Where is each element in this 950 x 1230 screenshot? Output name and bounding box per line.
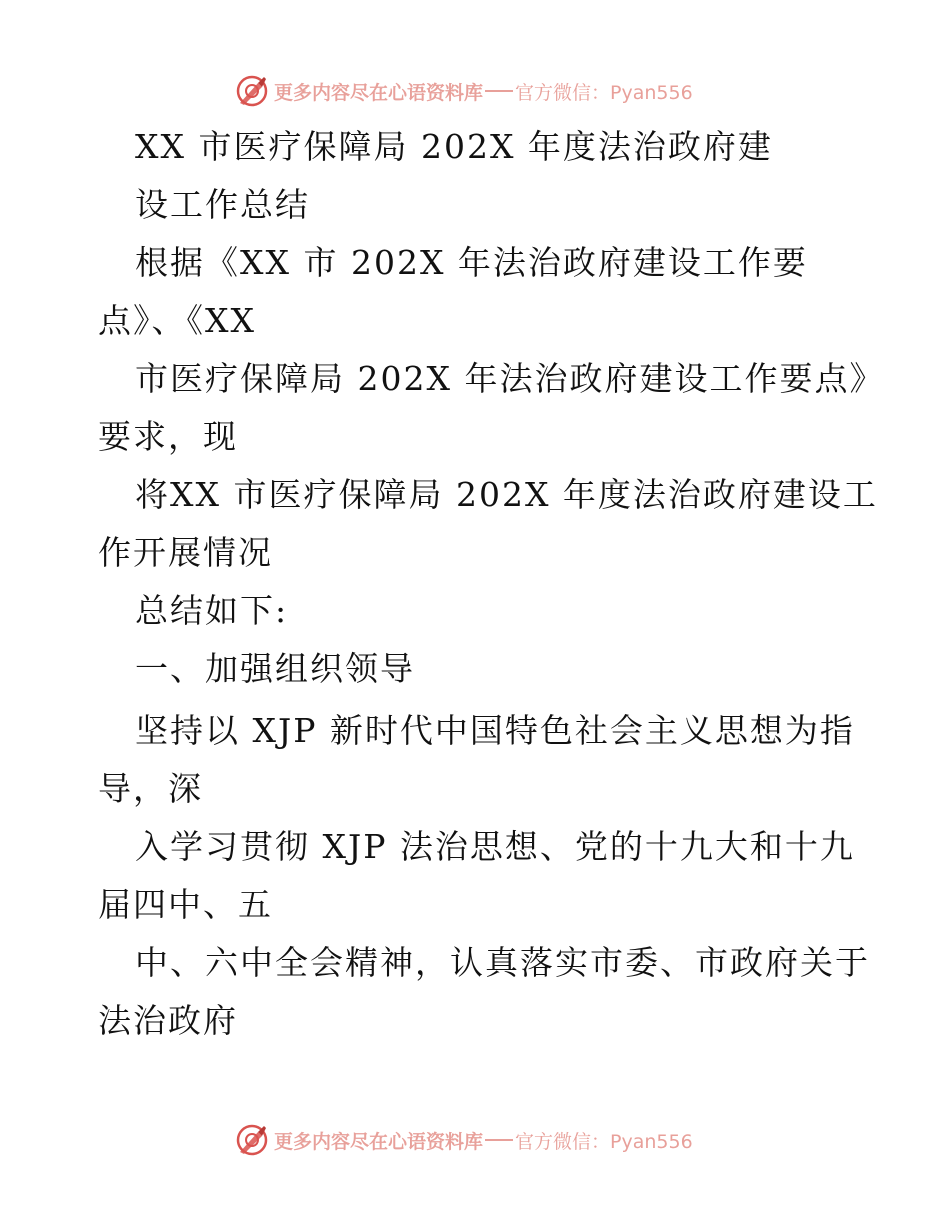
header-watermark-banner: [234, 71, 693, 111]
text-line: 将XX 市医疗保障局 202X 年度法治政府建设工: [135, 475, 878, 514]
watermark-dash: [485, 1139, 513, 1141]
watermark-wechat: 官方微信：Pyan556: [515, 1130, 693, 1153]
text-line: XX 市医疗保障局 202X 年度法治政府建: [135, 127, 773, 166]
fountain-pen-seal-icon: [234, 1122, 270, 1158]
text-line: 市医疗保障局 202X 年法治政府建设工作要点》: [135, 359, 885, 398]
section-heading: 一、加强组织领导: [135, 649, 415, 688]
text-line: 届四中、五: [98, 885, 273, 924]
text-line: 坚持以 XJP 新时代中国特色社会主义思想为指: [135, 711, 855, 750]
text-line: 作开展情况: [98, 533, 273, 572]
watermark-dash: [485, 90, 513, 92]
text-line: 导，深: [98, 769, 203, 808]
text-line: 根据《XX 市 202X 年法治政府建设工作要: [135, 243, 808, 282]
watermark-text: 更多内容尽在心语资料库: [274, 81, 484, 104]
watermark-wechat: 官方微信：Pyan556: [515, 81, 693, 104]
text-line: 点》、《XX: [98, 301, 256, 340]
fountain-pen-seal-icon: [234, 73, 270, 109]
text-line: 中、六中全会精神，认真落实市委、市政府关于: [135, 943, 870, 982]
watermark-text: 更多内容尽在心语资料库: [274, 1130, 484, 1153]
footer-watermark-banner: [234, 1120, 693, 1160]
text-line: 设工作总结: [135, 185, 310, 224]
text-line: 法治政府: [98, 1001, 238, 1040]
text-line: 入学习贯彻 XJP 法治思想、党的十九大和十九: [135, 827, 855, 866]
text-line: 总结如下:: [135, 591, 289, 630]
text-line: 要求，现: [98, 417, 238, 456]
